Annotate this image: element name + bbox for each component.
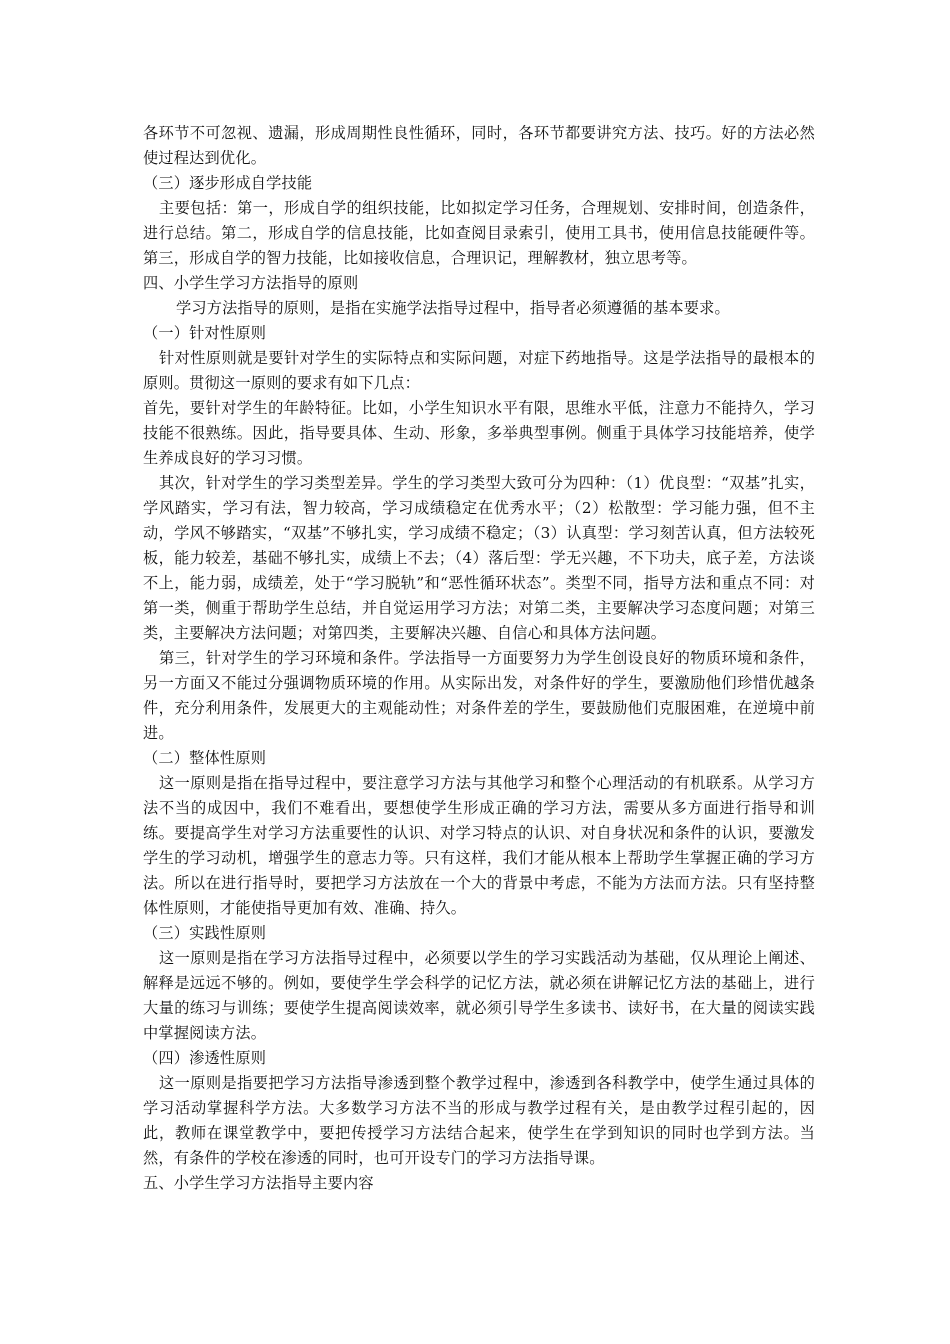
paragraph-age-characteristics: 首先，要针对学生的年龄特征。比如，小学生知识水平有限，思维水平低，注意力不能持久，学习技能不很熟练。因此，指导要具体、生动、形象，多举典型事例。侧重于具体学习技能培养，使学生养成良好的学习习惯。 — [143, 399, 815, 467]
paragraph-practice-principle: 这一原则是指在学习方法指导过程中，必须要以学生的学习实践活动为基础，仅从理论上阐述、解释是远远不够的。例如，要使学生学会科学的记忆方法，就必须在讲解记忆方法的基础上，进行大量的练习与训练；要使学生提高阅读效率，就必须引导学生多读书、读好书，在大量的阅读实践中掌握阅读方法。 — [143, 949, 815, 1042]
document-body — [143, 121, 815, 1196]
paragraph-self-study-skills: 主要包括：第一，形成自学的组织技能，比如拟定学习任务，合理规划、安排时间，创造条件，进行总结。第二，形成自学的信息技能，比如查阅目录索引，使用工具书，使用信息技能硬件等。第三，形成自学的智力技能，比如接收信息，合理识记，理解教材，独立思考等。 — [143, 199, 815, 267]
heading-section-five: 五、小学生学习方法指导主要内容 — [143, 1174, 374, 1192]
paragraph-targeted-principle: 针对性原则就是要针对学生的实际特点和实际问题，对症下药地指导。这是学法指导的最根本的原则。贯彻这一原则的要求有如下几点： — [143, 349, 815, 392]
heading-practice-principle: （三）实践性原则 — [143, 924, 267, 942]
heading-holistic-principle: （二）整体性原则 — [143, 749, 267, 767]
paragraph-learning-environment: 第三，针对学生的学习环境和条件。学法指导一方面要努力为学生创设良好的物质环境和条件，另一方面又不能过分强调物质环境的作用。从实际出发，对条件好的学生，要激励他们珍惜优越条件，充分利用条件，发展更大的主观能动性；对条件差的学生，要鼓励他们克服困难，在逆境中前进。 — [143, 649, 815, 742]
paragraph-permeation-principle: 这一原则是指要把学习方法指导渗透到整个教学过程中，渗透到各科教学中，使学生通过具体的学习活动掌握科学方法。大多数学习方法不当的形成与教学过程有关，是由教学过程引起的，因此，教师在课堂教学中，要把传授学习方法结合起来，使学生在学到知识的同时也学到方法。当然，有条件的学校在渗透的同时，也可开设专门的学习方法指导课。 — [143, 1074, 815, 1167]
heading-section-four: 四、小学生学习方法指导的原则 — [143, 274, 359, 292]
paragraph-cycle-optimization: 各环节不可忽视、遗漏，形成周期性良性循环，同时，各环节都要讲究方法、技巧。好的方法必然使过程达到优化。 — [143, 124, 815, 167]
heading-self-study-skills: （三）逐步形成自学技能 — [143, 174, 313, 192]
heading-targeted-principle: （一）针对性原则 — [143, 324, 267, 342]
heading-permeation-principle: （四）渗透性原则 — [143, 1049, 267, 1067]
paragraph-principles-definition: 学习方法指导的原则，是指在实施学法指导过程中，指导者必须遵循的基本要求。 — [176, 299, 730, 317]
paragraph-holistic-principle: 这一原则是指在指导过程中，要注意学习方法与其他学习和整个心理活动的有机联系。从学习方法不当的成因中，我们不难看出，要想使学生形成正确的学习方法，需要从多方面进行指导和训练。要提高学生对学习方法重要性的认识、对学习特点的认识、对自身状况和条件的认识，要激发学生的学习动机，增强学生的意志力等。只有这样，我们才能从根本上帮助学生掌握正确的学习方法。所以在进行指导时，要把学习方法放在一个大的背景中考虑，不能为方法而方法。只有坚持整体性原则，才能使指导更加有效、准确、持久。 — [143, 774, 815, 917]
paragraph-learning-types: 其次，针对学生的学习类型差异。学生的学习类型大致可分为四种：（1）优良型：“双基”扎实，学风踏实，学习有法，智力较高，学习成绩稳定在优秀水平；（2）松散型：学习能力强，但不主动，学风不够踏实，“双基”不够扎实，学习成绩不稳定；（3）认真型：学习刻苦认真，但方法较死板，能力较差，基础不够扎实，成绩上不去；（4）落后型：学无兴趣，不下功夫，底子差，方法谈不上，能力弱，成绩差，处于“学习脱轨”和“恶性循环状态”。类型不同，指导方法和重点不同：对第一类，侧重于帮助学生总结，并自觉运用学习方法；对第二类，主要解决学习态度问题；对第三类，主要解决方法问题；对第四类，主要解决兴趣、自信心和具体方法问题。 — [143, 474, 815, 642]
